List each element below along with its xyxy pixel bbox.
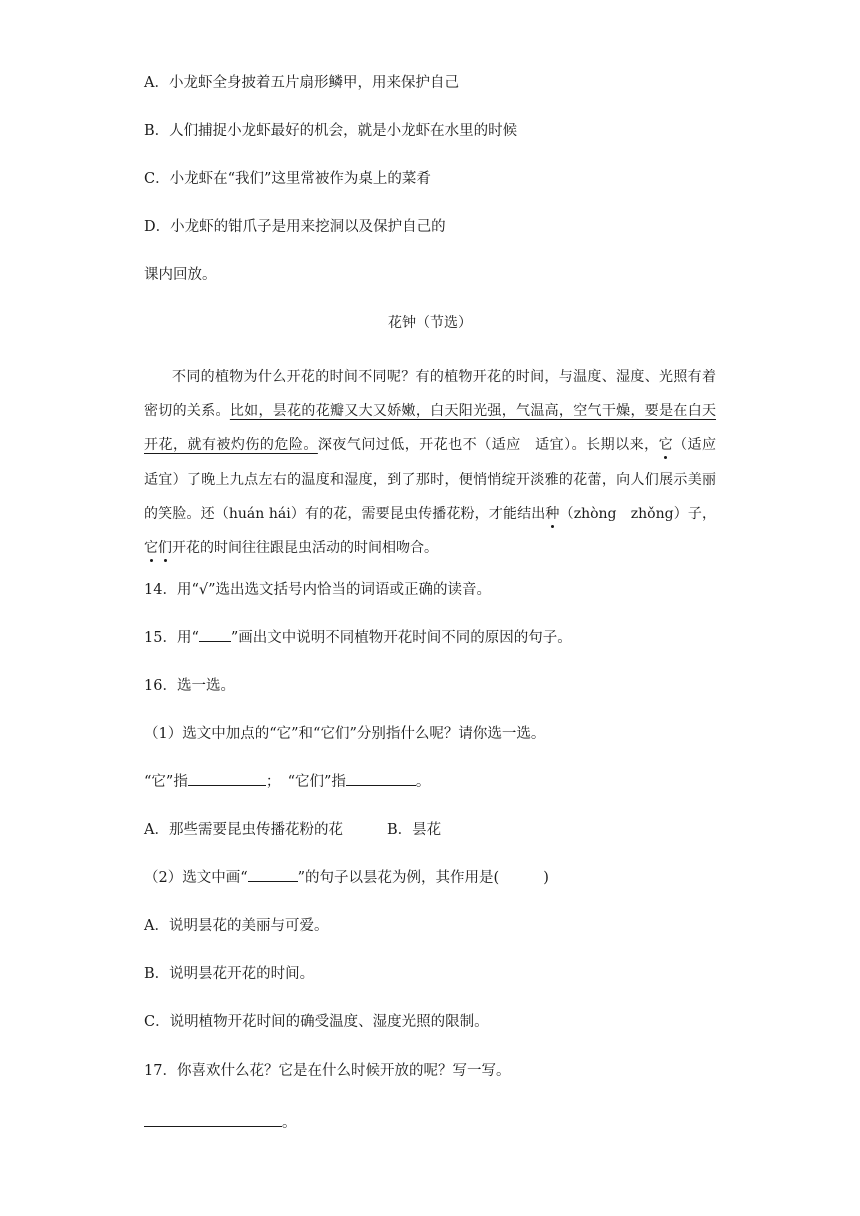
blank-they[interactable]	[346, 773, 416, 786]
underlined-sentence: 比如，昙花的花瓣又大又娇嫩，白天阳光强，气温高，空气干燥，要是在白天开花，就有被灼伤的危险。	[144, 403, 717, 454]
question-16-2-option-c: C．说明植物开花时间的确受温度、湿度光照的限制。	[144, 1014, 489, 1030]
passage-title: 花钟（节选）	[388, 315, 472, 331]
option-d: D．小龙虾的钳爪子是用来挖洞以及保护自己的	[144, 219, 446, 235]
section-label: 课内回放。	[144, 267, 217, 283]
option-c: C．小龙虾在“我们”这里常被作为桌上的菜肴	[144, 171, 431, 187]
question-17: 17．你喜欢什么花？它是在什么时候开放的呢？写一写。	[144, 1063, 511, 1079]
question-16-2-option-a: A．说明昙花的美丽与可爱。	[144, 918, 329, 934]
passage-sentence-6: 开花的时间往往跟昆虫活动的时间相吻合。	[172, 540, 438, 557]
blank-it[interactable]	[188, 773, 266, 786]
passage-sentence-5: （zhòng zhǒng）子，	[559, 505, 717, 522]
question-17-answer: 。	[144, 1113, 297, 1133]
question-16: 16．选一选。	[144, 678, 235, 694]
question-16-2: （2）选文中画“ ”的句子以昙花为例，其作用是( )	[144, 870, 549, 886]
option-a: A．小龙虾全身披着五片扇形鳞甲，用来保护自己	[144, 75, 459, 91]
question-16-1-fill: “它”指 ； “它们”指 。	[144, 774, 431, 790]
question-16-2-option-b: B．说明昙花开花的时间。	[144, 966, 315, 982]
question-14: 14．用“√”选出选文括号内恰当的词语或正确的读音。	[144, 582, 492, 598]
question-16-1: （1）选文中加点的“它”和“它们”分别指什么呢？请你选一选。	[144, 726, 546, 742]
passage-sentence-1: 不同的植物为什么开花的时间不同呢？有的植物开花的时间，与温度、湿度、光照有着密切的关系。	[144, 369, 716, 420]
dotted-word-seed: 种	[545, 505, 560, 522]
passage	[144, 360, 731, 565]
question-15: 15．用“ ”画出文中说明不同植物开花时间不同的原因的句子。	[144, 630, 572, 646]
option-b: B．人们捕捉小龙虾最好的机会，就是小龙虾在水里的时候	[144, 123, 518, 139]
passage-sentence-4: （适应 适宜）了晚上九点左右的温度和湿度，到了那时，便悄悄绽开淡雅的花蕾，向人们展示美丽的笑脸。还（huán hái）有的花，需要昆虫传播花粉，才能结出	[144, 437, 731, 522]
dotted-word-they: 它们	[144, 540, 172, 557]
answer-blank[interactable]	[144, 1114, 282, 1127]
passage-sentence-3: 深夜气问过低，开花也不（适应 适宜）。长期以来，	[317, 437, 659, 454]
question-16-1-options: A．那些需要昆虫传播花粉的花 B．昙花	[144, 822, 442, 838]
dotted-word-it: 它	[658, 437, 674, 454]
